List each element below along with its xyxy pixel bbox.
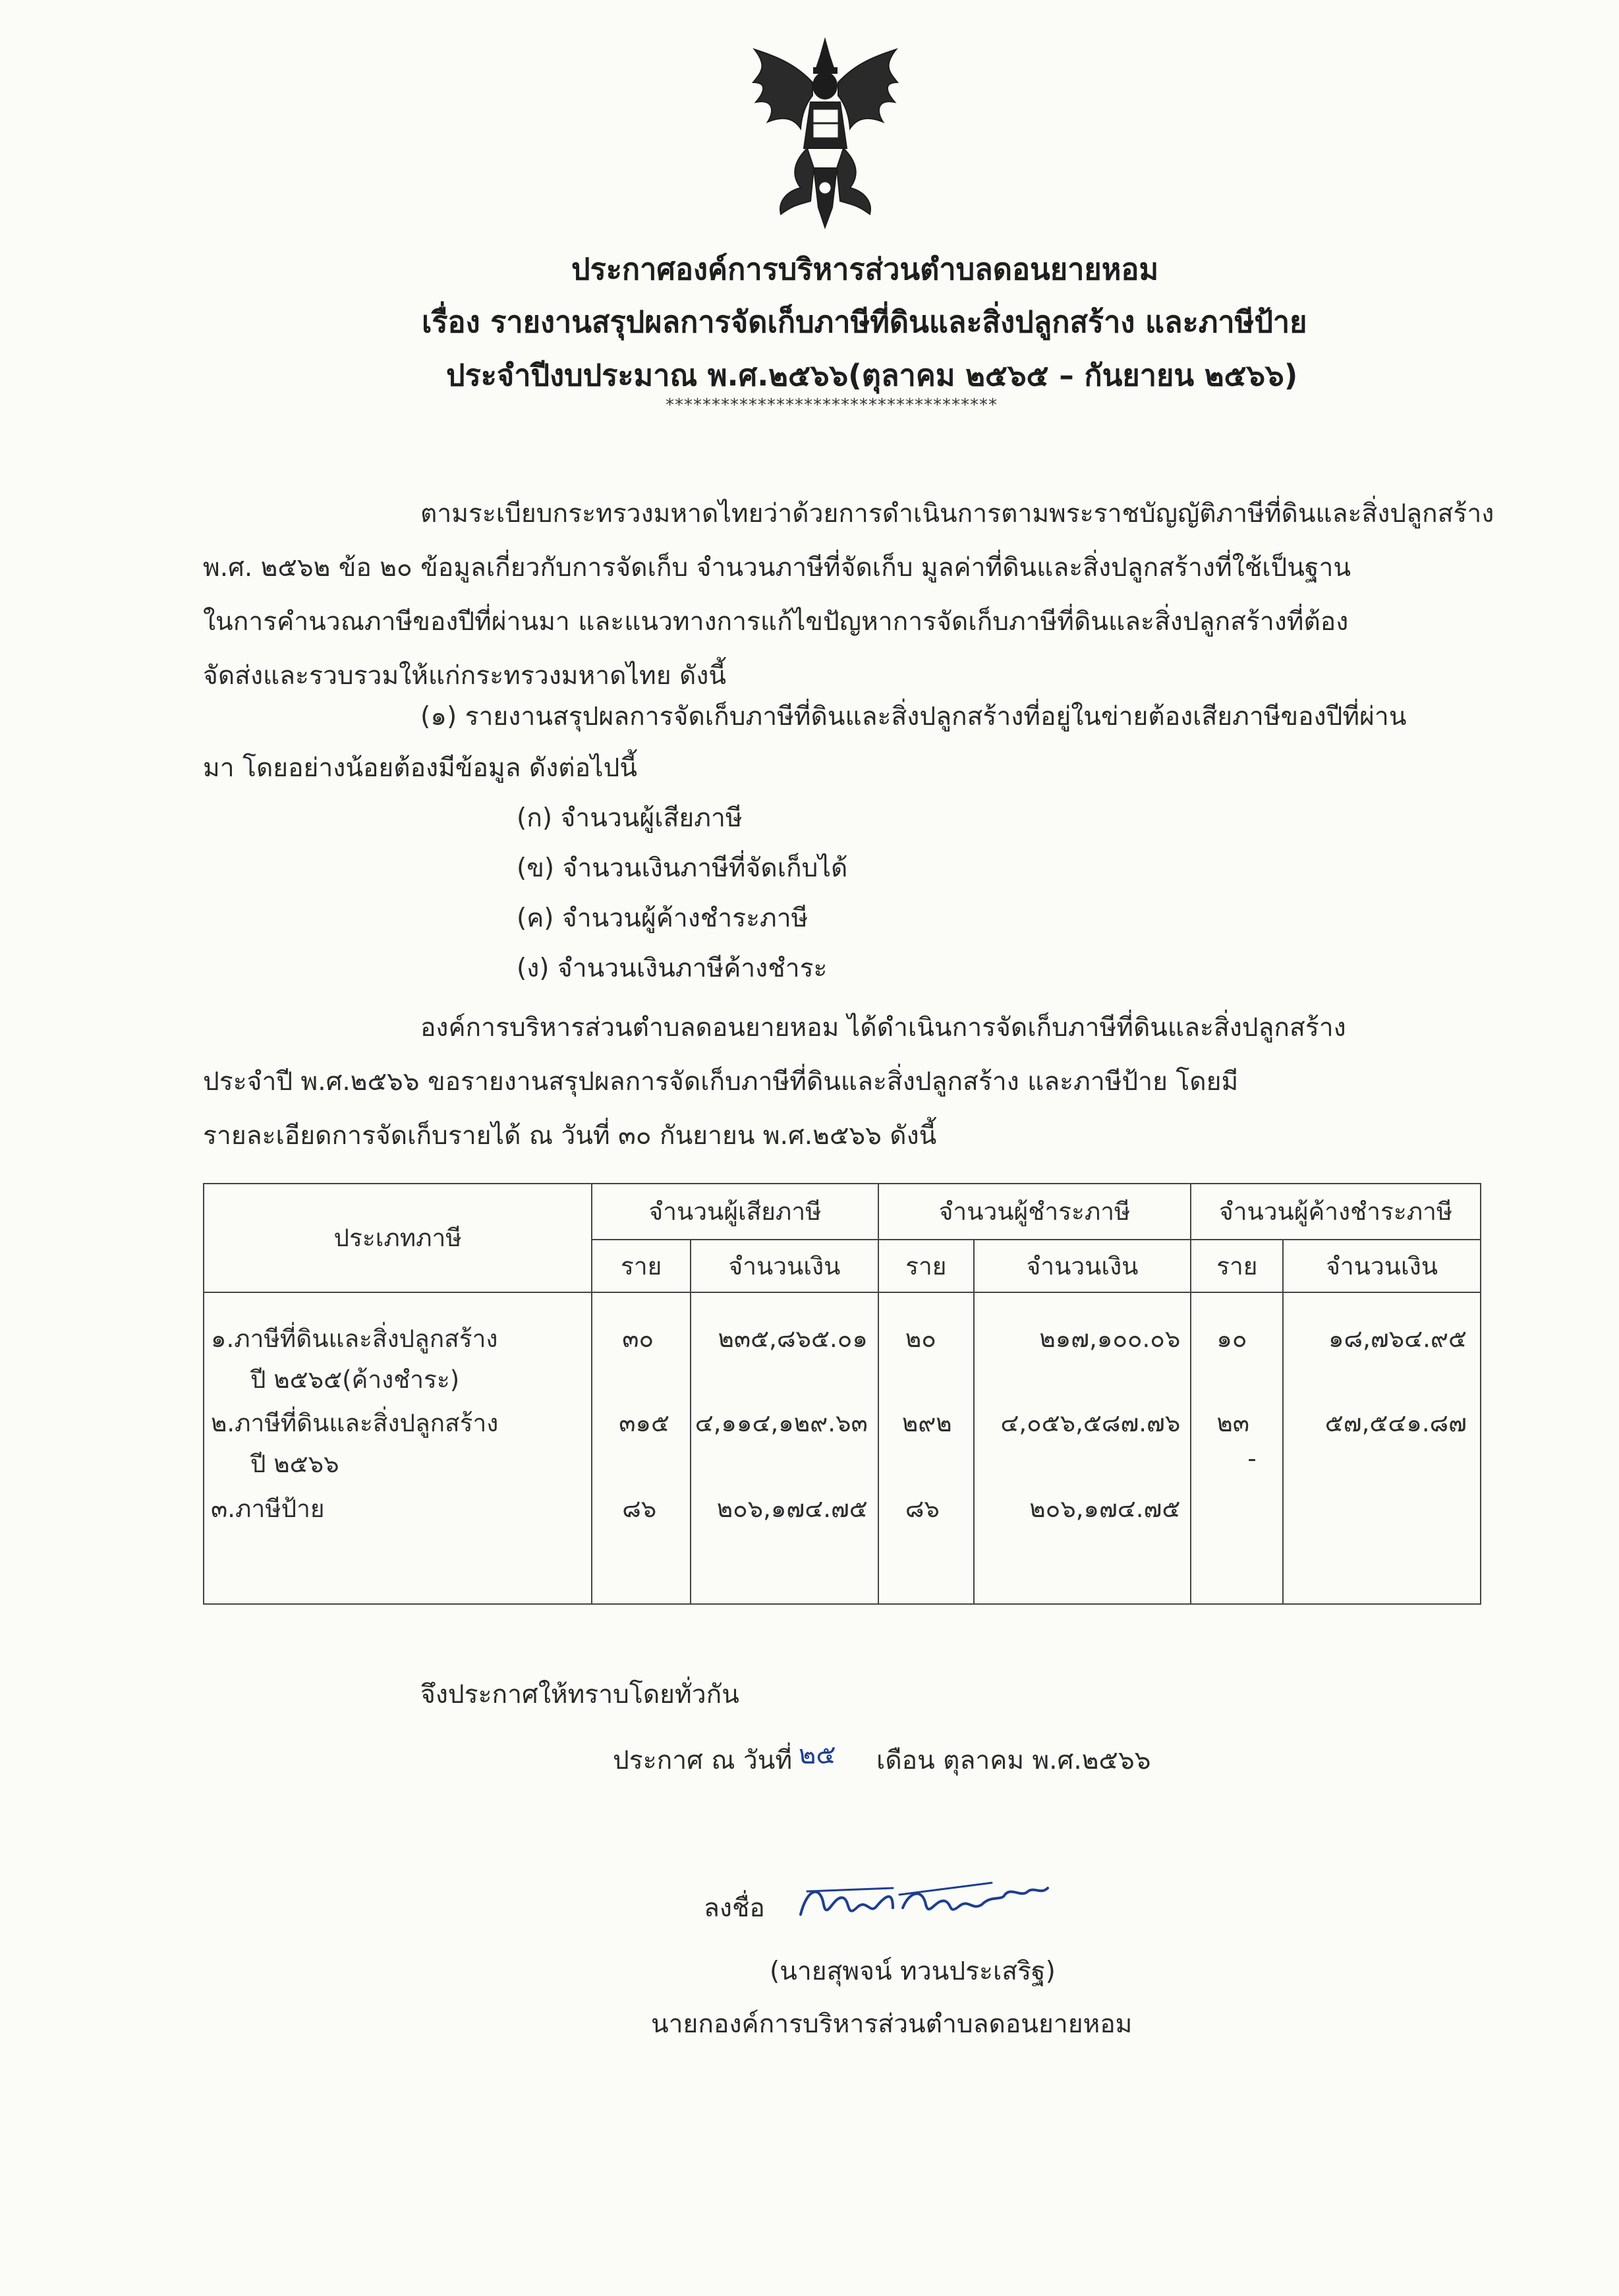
garuda-emblem xyxy=(748,36,903,234)
intro-line-3: ในการคำนวณภาษีของปีที่ผ่านมา และแนวทางการแก้ไขปัญหาการจัดเก็บภาษีที่ดินและสิ่งปลูกสร้างที่ต้อง xyxy=(203,607,1349,637)
intro-line-1: ตามระเบียบกระทรวงมหาดไทยว่าด้วยการดำเนินการตามพระราชบัญญัติภาษีที่ดินและสิ่งปลูกสร้าง xyxy=(420,499,1494,529)
signer-position: นายกองค์การบริหารส่วนตำบลดอนยายหอม xyxy=(651,2009,1133,2039)
intro-line-4: จัดส่งและรวบรวมให้แก่กระทรวงมหาดไทย ดังนี้ xyxy=(203,661,727,691)
row2-taxpayers: ๓๑๕ xyxy=(619,1409,669,1437)
row2-paid: ๒๙๒ xyxy=(901,1409,952,1437)
list-item: (ข) จำนวนเงินภาษีที่จัดเก็บได้ xyxy=(517,853,848,883)
paid-amount-cell xyxy=(974,1292,1191,1604)
row1-paid-amount: ๒๑๗,๑๐๐.๐๖ xyxy=(1039,1325,1181,1353)
row1-type-year: ปี ๒๕๖๕(ค้างชำระ) xyxy=(250,1365,460,1394)
row3-taxpayers: ๘๖ xyxy=(622,1495,657,1523)
subheader-amount: จำนวนเงิน xyxy=(691,1240,878,1292)
header-arrears: จำนวนผู้ค้างชำระภาษี xyxy=(1191,1184,1481,1240)
announcement-period: ประจำปีงบประมาณ พ.ศ.๒๕๖๖(ตุลาคม ๒๕๖๕ – กันยายน ๒๕๖๖) xyxy=(446,358,1298,393)
row3-paid-amount: ๒๐๖,๑๗๔.๗๕ xyxy=(1029,1495,1181,1523)
arrears-count-cell xyxy=(1191,1292,1283,1604)
subheader-count: ราย xyxy=(1191,1240,1283,1292)
intro-line-6: มา โดยอย่างน้อยต้องมีข้อมูล ดังต่อไปนี้ xyxy=(203,753,638,783)
announcement-subject: เรื่อง รายงานสรุปผลการจัดเก็บภาษีที่ดินและสิ่งปลูกสร้าง และภาษีป้าย xyxy=(422,304,1307,339)
header-taxpayers: จำนวนผู้เสียภาษี xyxy=(592,1184,878,1240)
list-item: (ก) จำนวนผู้เสียภาษี xyxy=(517,803,743,833)
row2-taxpayers-amount: ๔,๑๑๔,๑๒๙.๖๓ xyxy=(695,1409,868,1437)
header-divider: ************************************ xyxy=(666,395,998,415)
announce-day: ๒๕ xyxy=(799,1740,836,1770)
subheader-amount: จำนวนเงิน xyxy=(974,1240,1191,1292)
row3-type: ๓.ภาษีป้าย xyxy=(211,1495,325,1523)
row2-type-year: ปี ๒๕๖๖ xyxy=(250,1450,339,1478)
announce-date-suffix: เดือน ตุลาคม พ.ศ.๒๕๖๖ xyxy=(876,1746,1151,1775)
tax-type-cell xyxy=(204,1292,592,1604)
subheader-amount: จำนวนเงิน xyxy=(1283,1240,1481,1292)
row1-arrears-amount: ๑๘,๗๖๔.๙๕ xyxy=(1328,1325,1467,1353)
para2-line-2: ประจำปี พ.ศ.๒๕๖๖ ขอรายงานสรุปผลการจัดเก็บภาษีที่ดินและสิ่งปลูกสร้าง และภาษีป้าย โดยมี xyxy=(203,1067,1239,1097)
row1-type: ๑.ภาษีที่ดินและสิ่งปลูกสร้าง xyxy=(211,1325,498,1353)
row3-taxpayers-amount: ๒๐๖,๑๗๔.๗๕ xyxy=(716,1495,868,1523)
signature xyxy=(794,1868,1058,1941)
paid-count-cell xyxy=(878,1292,974,1604)
row2-arrears: ๒๓ xyxy=(1216,1409,1250,1437)
announcement-title: ประกาศองค์การบริหารส่วนตำบลดอนยายหอม xyxy=(571,252,1159,287)
taxpayers-count-cell xyxy=(592,1292,691,1604)
header-paid: จำนวนผู้ชำระภาษี xyxy=(878,1184,1191,1240)
para2-line-1: องค์การบริหารส่วนตำบลดอนยายหอม ได้ดำเนินการจัดเก็บภาษีที่ดินและสิ่งปลูกสร้าง xyxy=(420,1013,1346,1043)
row3-paid: ๘๖ xyxy=(905,1495,940,1523)
tax-summary-table xyxy=(203,1183,1481,1605)
row2-type: ๒.ภาษีที่ดินและสิ่งปลูกสร้าง xyxy=(211,1409,499,1437)
announce-date-prefix: ประกาศ ณ วันที่ xyxy=(613,1746,793,1775)
list-item: (ง) จำนวนเงินภาษีค้างชำระ xyxy=(517,954,828,983)
taxpayers-amount-cell xyxy=(691,1292,878,1604)
row2-arrears-amount: ๕๗,๕๔๑.๘๗ xyxy=(1324,1409,1467,1437)
row2-paid-amount: ๔,๐๕๖,๕๘๗.๗๖ xyxy=(1000,1409,1181,1437)
intro-line-5: (๑) รายงานสรุปผลการจัดเก็บภาษีที่ดินและสิ่งปลูกสร้างที่อยู่ในข่ายต้องเสียภาษีของปีที่ผ่าน xyxy=(420,702,1407,732)
row1-taxpayers-amount: ๒๓๕,๘๖๕.๐๑ xyxy=(718,1325,868,1353)
signer-name: (นายสุพจน์ ทวนประเสริฐ) xyxy=(770,1957,1056,1986)
list-item: (ค) จำนวนผู้ค้างชำระภาษี xyxy=(517,904,809,933)
row1-arrears: ๑๐ xyxy=(1216,1325,1247,1353)
arrears-amount-cell xyxy=(1283,1292,1481,1604)
header-tax-type: ประเภทภาษี xyxy=(204,1184,592,1292)
row3-arrears-dash: - xyxy=(1247,1445,1257,1473)
subheader-count: ราย xyxy=(592,1240,691,1292)
row1-taxpayers: ๓๐ xyxy=(622,1325,654,1353)
announce-line: จึงประกาศให้ทราบโดยทั่วกัน xyxy=(420,1680,739,1709)
row1-paid: ๒๐ xyxy=(905,1325,936,1353)
sign-label: ลงชื่อ xyxy=(704,1893,765,1923)
intro-line-2: พ.ศ. ๒๕๖๒ ข้อ ๒๐ ข้อมูลเกี่ยวกับการจัดเก็บ จำนวนภาษีที่จัดเก็บ มูลค่าที่ดินและสิ่งปลูกสร้างที่ใช้เป็นฐาน xyxy=(203,553,1351,583)
subheader-count: ราย xyxy=(878,1240,974,1292)
para2-line-3: รายละเอียดการจัดเก็บรายได้ ณ วันที่ ๓๐ กันยายน พ.ศ.๒๕๖๖ ดังนี้ xyxy=(203,1121,937,1151)
